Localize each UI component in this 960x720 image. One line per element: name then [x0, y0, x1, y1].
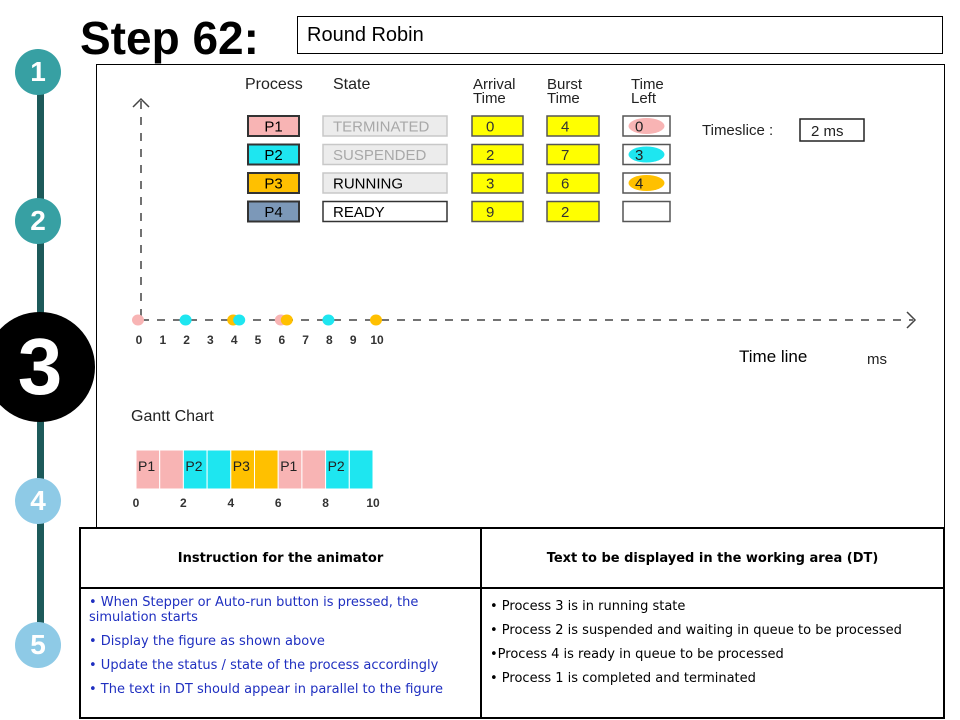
state-label: RUNNING	[333, 175, 403, 193]
time-left-marker	[629, 175, 665, 191]
process-label: P4	[264, 204, 283, 221]
animator-instruction-item: • Display the figure as shown above	[89, 634, 325, 649]
arrival-time-header: Time	[473, 90, 506, 107]
arrival-time-value: 0	[486, 118, 495, 136]
gantt-segment	[302, 450, 326, 489]
arrival-time-cell	[472, 145, 523, 165]
timeline-event-marker	[233, 315, 245, 326]
arrival-time-value: 2	[486, 147, 495, 164]
gantt-segment-label: P1	[138, 458, 156, 474]
topic-title: Round Robin	[297, 16, 943, 54]
process-label: P3	[264, 175, 283, 193]
time-left-value: 3	[635, 147, 644, 164]
gantt-segment-label: P2	[327, 458, 345, 474]
animator-instruction-item: • Update the status / state of the process accordingly	[89, 658, 439, 673]
timeslice-label: Timeslice :	[702, 122, 774, 139]
timeline-tick-label: 10	[370, 333, 384, 347]
gantt-tick-label: 6	[274, 496, 282, 510]
timeline-unit: ms	[867, 351, 887, 368]
gantt-segment	[255, 450, 279, 489]
timeline-tick-label: 1	[159, 333, 167, 347]
timeslice-value: 2 ms	[811, 123, 844, 140]
burst-time-cell	[547, 173, 599, 193]
display-text-item: • Process 1 is completed and terminated	[490, 671, 756, 686]
time-left-value: 0	[635, 118, 644, 136]
arrival-time-value: 3	[486, 175, 495, 193]
arrival-time-cell	[472, 173, 523, 193]
time-left-header: Time	[631, 76, 664, 93]
step-1-button[interactable]: 1	[15, 49, 61, 95]
animator-instructions-cell	[80, 588, 481, 718]
time-left-marker	[629, 118, 665, 134]
gantt-tick-label: 0	[132, 496, 140, 510]
timeline-tick-label: 8	[326, 333, 333, 347]
timeline-event-marker	[322, 315, 334, 326]
arrival-time-cell	[472, 202, 523, 222]
gantt-segment-label: P3	[232, 458, 250, 474]
process-column-header: Process	[245, 76, 303, 93]
animator-instruction-item: • When Stepper or Auto-run button is pressed, the simulation starts	[89, 595, 419, 625]
burst-time-value: 6	[561, 175, 570, 193]
animator-instruction-item: • The text in DT should appear in parallel to the figure	[89, 682, 443, 697]
timeline-event-marker	[370, 315, 382, 326]
burst-time-value: 7	[561, 147, 570, 164]
round-robin-diagram	[97, 65, 946, 535]
burst-time-value: 2	[561, 204, 570, 221]
burst-time-header: Time	[547, 90, 580, 107]
gantt-tick-label: 2	[180, 496, 187, 510]
burst-time-header: Burst	[547, 76, 583, 93]
time-left-cell	[623, 202, 670, 222]
arrival-time-cell	[472, 116, 523, 136]
state-label: TERMINATED	[333, 118, 430, 136]
animator-instructions-header: Instruction for the animator	[80, 528, 481, 588]
time-left-value: 4	[635, 175, 644, 193]
arrival-time-value: 9	[486, 204, 495, 221]
timeline-tick-label: 3	[207, 333, 214, 347]
timeline-tick-label: 9	[349, 333, 357, 347]
timeline-tick-label: 4	[230, 333, 238, 347]
timeline-label: Time line	[739, 347, 808, 366]
working-area	[96, 64, 945, 534]
page-title: Step 62:	[80, 12, 259, 64]
timeline-tick-label: 6	[278, 333, 286, 347]
instruction-table	[79, 527, 945, 719]
step-5-button[interactable]: 5	[15, 622, 61, 668]
burst-time-value: 4	[561, 118, 570, 136]
burst-time-cell	[547, 145, 599, 165]
burst-time-cell	[547, 116, 599, 136]
gantt-segment	[160, 450, 184, 489]
burst-time-cell	[547, 202, 599, 222]
timeline-event-marker	[132, 315, 144, 326]
arrival-time-header: Arrival	[473, 76, 516, 93]
gantt-chart-title: Gantt Chart	[131, 408, 214, 425]
gantt-tick-label: 10	[366, 496, 380, 510]
gantt-tick-label: 4	[227, 496, 235, 510]
gantt-segment-label: P2	[185, 458, 203, 474]
timeline-tick-label: 0	[135, 333, 143, 347]
step-2-button[interactable]: 2	[15, 198, 61, 244]
timeline-event-marker	[180, 315, 192, 326]
step-3-button[interactable]: 3	[0, 312, 95, 422]
display-text-header: Text to be displayed in the working area (DT)	[481, 528, 944, 588]
process-label: P2	[264, 147, 283, 164]
step-4-button[interactable]: 4	[15, 478, 61, 524]
state-column-header: State	[333, 76, 371, 93]
timeline-tick-label: 7	[302, 333, 309, 347]
gantt-segment	[207, 450, 231, 489]
state-label: READY	[333, 204, 385, 221]
time-left-marker	[629, 147, 665, 163]
timeline-tick-label: 5	[254, 333, 262, 347]
gantt-segment-label: P1	[280, 458, 298, 474]
timeline-event-marker	[281, 315, 293, 326]
timeline-tick-label: 2	[183, 333, 190, 347]
gantt-tick-label: 8	[322, 496, 329, 510]
display-text-item: •Process 4 is ready in queue to be processed	[490, 647, 784, 662]
process-label: P1	[264, 118, 283, 136]
gantt-segment	[349, 450, 373, 489]
display-text-item: • Process 2 is suspended and waiting in queue to be processed	[490, 623, 902, 638]
display-text-item: • Process 3 is in running state	[490, 599, 686, 614]
time-left-header: Left	[631, 90, 657, 107]
state-label: SUSPENDED	[333, 147, 427, 164]
display-text-cell	[481, 588, 944, 718]
